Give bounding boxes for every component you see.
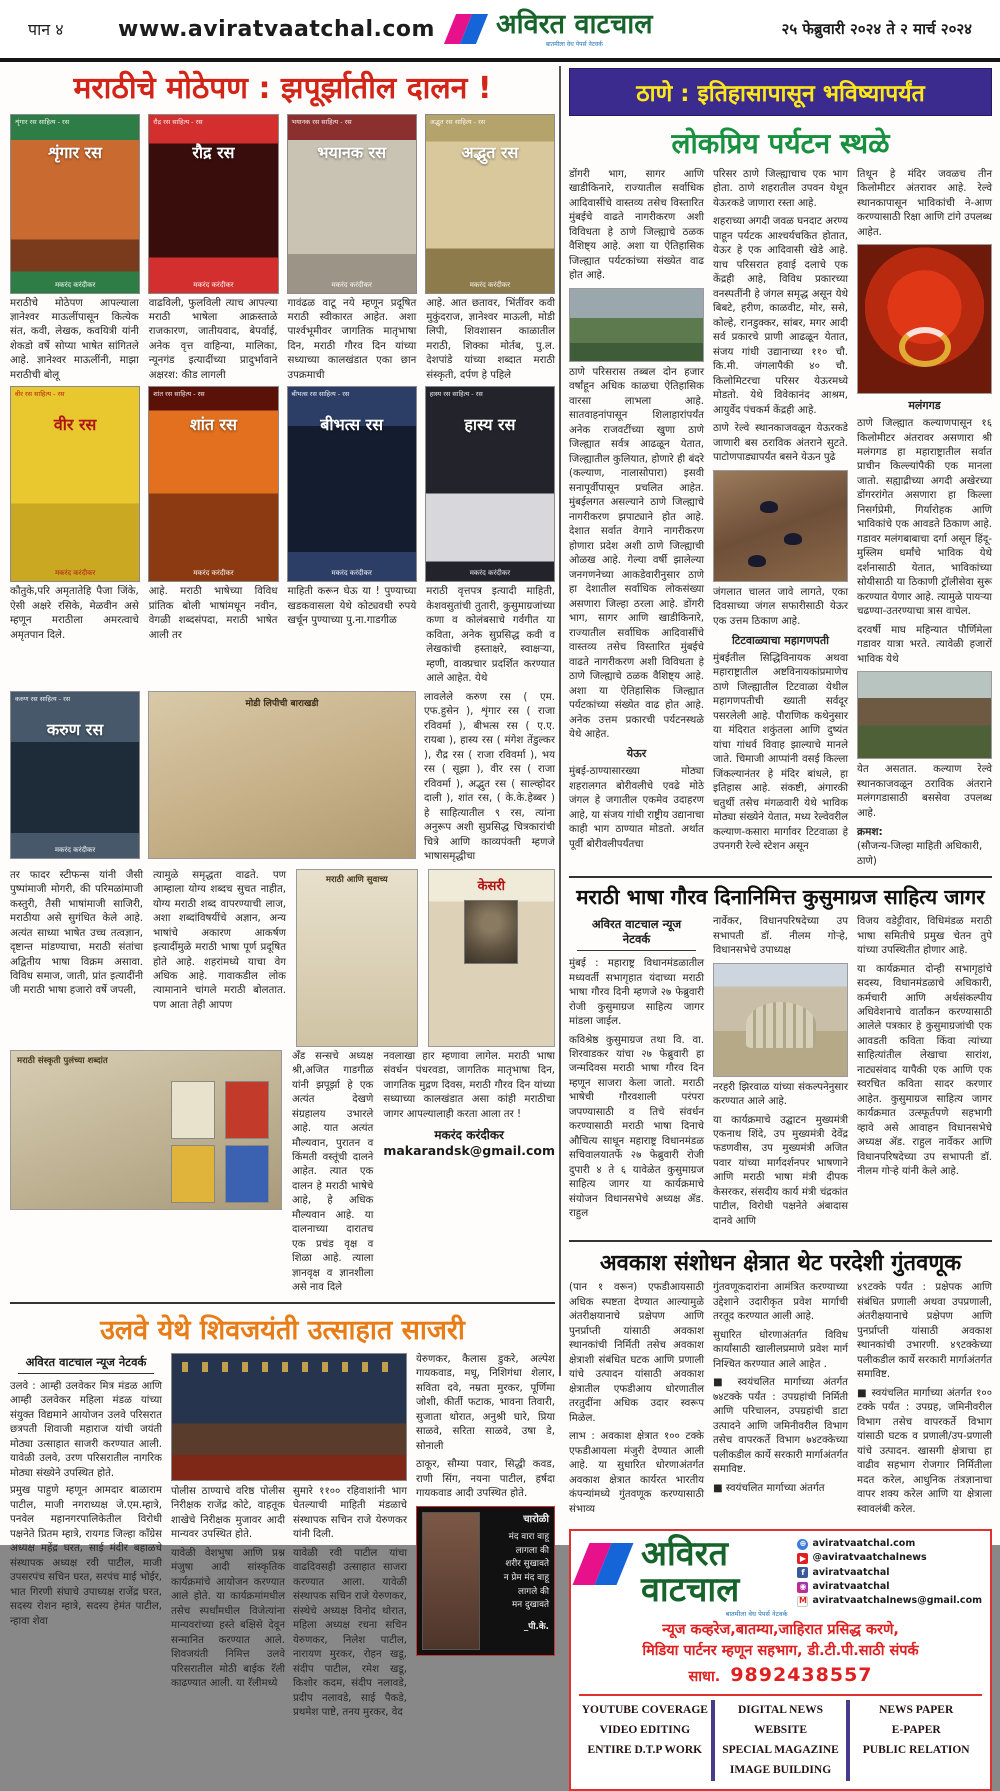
services-col1: YOUTUBE COVERAGE VIDEO EDITING ENTIRE D.T.P WORK [581, 1704, 708, 1757]
thane-headline: लोकप्रिय पर्यटन स्थळे [671, 127, 890, 160]
paragraph: गावंढळ वाटू नये म्हणून प्रदूषित मराठी स्वीकारत आहेत. अशा पार्श्वभूमीवर जागतिक मातृभाषा दिन, मराठी गौरव दिन यांच्या सध्याच्या कालखंडात एका छान उपक्रमाची [287, 297, 417, 381]
shiv-article [10, 1353, 555, 1725]
avkash-section [569, 1240, 992, 1521]
masthead [0, 0, 1000, 62]
paragraph: अँड सन्सचे अध्यक्ष श्री,अजित गाडगीळ यांनी झपूर्झा हे एक अत्यंत देखणे संग्रहालय उभारले आहे. यात अत्यंत मौल्यवान, पुरातन व किंमती वस्तूंची दालने आहेत. त्यात एक दालन हे मराठी भाषेचे आहे, हे अधिक मौल्यवान आहे. या दालनाच्या दारातच एक प्रचंड वृक्ष व शिळा आहे. त्याला ज्ञानवृक्ष व ज्ञानशीला असे नाव दिले [292, 1050, 374, 1294]
modi-script-photo [148, 691, 416, 859]
thane-col2: परिसर ठाणे जिल्ह्याचाच एक भाग होता. ठाणे शहरातील उपवन येथून येऊरकडे जाणारा रस्ता आहे. शहराच्या अगदी जवळ घनदाट अरण्य पाहून पर्यटक आश्चर्यचकित होतात, येऊर हे एक आदिवासी खेडे आहे. याच परिसरात हवाई दलाचे एक केंद्रही आहे, विविध प्रकारच्या वनस्पतींनी हे जंगल समृद्ध असून येथे बिबटे, हरीण, काळवीट, मोर, ससे, कोल्हे, रानडुक्कर, सांबर, मगर आदी सर्व प्रकारचे प्राणी आढळून येतात, संजय गांधी उद्यानाच्या ११० चौ. कि.मी. जंगलापैकी ४० चौ. किलोमिटरचा परिसर येऊरमध्ये मोडतो. येथे विवेकानंद आश्रम, आयुर्वेद पंचकर्म केंद्रही आहे. ठाणे रेल्वे स्थानकाजवळून येऊरकडे जाणारी बस ठराविक अंतराने सुटते. पाटोणपाड्यापर्यंत बसने येऊन पुढे जंगलात चालत जावे लागते, एका दिवसाच्या जंगल सफारीसाठी येऊर एक उत्तम ठिकाण आहे. टिटवाळ्याचा महागणपती मुंबईतील सिद्धिविनायक अथवा महाराष्ट्रातील अष्टविनायकांप्रमाणेच ठाणे जिल्ह्यातील टिटवाळा येथील महागणपतीची ख्याती सर्वदूर पसरलेली आहे. पौराणिक कथेनुसार या मंदिरात शकुंतला आणि दुष्यंत यांचा गांधर्व विवाह झाल्याचे मानले जाते. चिमाजी आप्पांनी वसई किल्ला जिंकल्यानंतर हे मंदिर बांधले, हा इतिहास आहे. संकष्टी, अंगारकी चतुर्थी तसेच मंगळवारी येथे भाविक मोठ्या संख्येने येतात, मध्य रेल्वेवरील कल्याण-कसारा मार्गावर टिटवाळा हे उपनगरी रेल्वे स्टेशन असून [713, 169, 848, 853]
paragraph: पोलीस ठाण्याचे वरिष्ठ पोलीस निरीक्षक राजेंद्र कोटे, वाहतूक शाखेचे निरीक्षक मुजावर आदी मान्यवर उपस्थित होते. यावेळी वेशभुषा आणि प्रश्न मंजुषा आदी सांस्कृतिक कार्यक्रमांचे आयोजन करण्यात आले होते. या कार्यक्रमांमधील तसेच स्पर्धांमधील विजेत्यांना मान्यवरांच्या हस्ते बक्षिसे देवून सन्मानित करण्यात आले. शिवजयंती निमित्त उलवे परिसरातील मोठी बाईक रॅली काढण्यात आली. या रॅलीमध्ये [171, 1485, 285, 1690]
paragraph: उलवे : आम्ही उलवेकर मित्र मंडळ आणि आम्ही उलवेकर महिला मंडळ यांच्या संयुक्त विद्यमाने आयोजन उलवे परिसरात छत्रपती शिवाजी महाराज यांची जयंती मोठ्या उत्साहात साजरी करण्यात आली. यावेळी उलवे, उरण परिसरातील नागरिक मोठ्या संख्येने उपस्थित होते. [10, 1380, 162, 1479]
thane-kicker: ठाणे : इतिहासापासून भविष्यापर्यंत [569, 68, 992, 116]
logo-mark-icon [448, 12, 488, 46]
paragraph: माहिती करून घेऊ या ! पुण्याच्या खडकवासला येथे कोट्यवधी रुपये खर्चून पुण्याच्या पु.ना.गाडगीळ [287, 586, 417, 627]
book-cover-shringar-ras: शृंगार रस साहित्य - रस शृंगार रस मकरंद करंदीकर [10, 114, 140, 294]
book-cover-shant-ras: शांत रस साहित्य - रस शांत रस मकरंद करंदीकर [148, 386, 278, 582]
left-article-text-row2 [10, 585, 555, 686]
paragraph: लावलेले करुण रस ( एम. एफ.हुसेन ), शृंगार रस ( राजा रविवर्मा ), बीभत्स रस ( ए.ए. रायबा ), हास्य रस ( मंगेश तेंडुल्कर ), रौद्र रस ( राजा रविवर्मा ), भय रस ( सूझा ), वीर रस ( राजा रविवर्मा ), अद्भुत रस ( साल्व्होदर दाली ), शांत रस, ( के.के.हेब्बर ) हे साहित्यातील ९ रस, त्यांना अनुरूप अशी सुप्रसिद्ध चित्रकारांची चित्रे आणि काव्यपंक्ती म्हणजे भाषासमृद्धीचा [424, 691, 555, 863]
news-network-byline: अविरत वाटचाल न्यूज नेटवर्क [18, 1355, 154, 1374]
services-col2: DIGITAL NEWS WEBSITE SPECIAL MAGAZINE IMAGE BUILDING [711, 1700, 847, 1781]
photo-caption: मराठी संस्कृती पुलंच्या शब्दांत [17, 1055, 108, 1066]
courtesy-note: (सौजन्य-जिल्हा माहिती अधिकारी, ठाणे) [857, 841, 983, 867]
page-number: पान ४ [28, 20, 64, 39]
newspaper-logo [448, 8, 653, 48]
news-network-byline: अविरत वाटचाल न्यूज नेटवर्क [577, 917, 696, 951]
gaurav-section [569, 876, 992, 1233]
malanggad-mountain-photo [857, 671, 992, 759]
author-email: makarandsk@gmail.com [383, 1143, 555, 1159]
book-cover-bhayanak-ras: भयानक रस साहित्य - रस भयानक रस मकरंद करंदीकर [287, 114, 417, 294]
ganesh-idol-photo [857, 244, 992, 394]
paragraph: कौतुके,परि अमृतातेहि पैजा जिंके, ऐसी अक्षरे रसिके, मेळवीन असे म्हणून मराठीला अमरत्वाचे अमृतपान दिले. [10, 586, 139, 641]
subheading: मलंगगड [908, 399, 941, 413]
social-handle: aviratvaatchal [812, 1566, 890, 1578]
services-list [579, 1700, 982, 1781]
social-handle: aviratvaatchal.com [812, 1538, 916, 1550]
avkash-col1: (पान १ वरून) एफडीआयसाठी अधिक स्पष्टता देण्यात आल्यामुळे अंतरीक्षयानाचे प्रक्षेपण आणि पुनर्प्राप्ती यांसाठी अवकाश स्थानकांची निर्मिती तसेच अवकाश क्षेत्राशी संबंधित घटक आणि प्रणाली यांचे उत्पादन यांसाठी अवकाश क्षेत्रातील एफडीआय धोरणातील तरतुदींना अधिक उदार स्वरूप मिळेल. लाभ : अवकाश क्षेत्रात १०० टक्के एफडीआयला मंजुरी देण्यात आली आहे. या सुधारित धोरणाअंतर्गत अवकाश क्षेत्रात कार्यरत भारतीय कंपन्यांमध्ये गुंतवणूक करण्यासाठी संभाव्य [569, 1282, 704, 1515]
charoli-line: शरीर सुखावते [505, 1559, 549, 1570]
left-article-text-row1 [10, 297, 555, 384]
zapurza-exhibit-photo [10, 1050, 282, 1210]
paragraph: येरुणकर, कैलास डुकरे, अल्पेश गायकवाड, मधू, निशिगंधा शेलार, सविता दवे, नम्रता मुरकर, पूर्णिमा जोशी, कीर्ती फटाक, भावना तिवारी, सुजाता थोरात, अनुश्री घारे, प्रिया साळवे, सरिता साळवे, उषा डे, सोनाली ठाकूर, सौम्या पवार, सिद्धी कवड, राणी सिंग, नयना पाटील, हर्षदा गायकवाड आदी उपस्थित होते. [416, 1353, 555, 1500]
facebook-icon: f [797, 1567, 808, 1578]
brand-name: अविरत वाटचाल [496, 8, 653, 40]
avkash-headline: अवकाश संशोधन क्षेत्रात थेट परदेशी गुंतवणूक [599, 1251, 962, 1277]
logo-mark-icon [579, 1541, 631, 1587]
portrait-photo [464, 900, 518, 964]
charoli-poem-box [416, 1506, 555, 1656]
book-cover-hasya-ras: हास्य रस साहित्य - रस हास्य रस मकरंद करंदीकर [425, 386, 555, 582]
social-handle: aviratvaatchal [812, 1580, 890, 1592]
book-cover-adbhut-ras: अद्भुत रस साहित्य - रस अद्भुत रस मकरंद करंदीकर [425, 114, 555, 294]
left-article-headline: मराठीचे मोठेपण : झपूर्झातील दालन ! [73, 71, 492, 106]
book-covers-row1 [10, 114, 555, 294]
charoli-line: न प्रेम मंद वाहू लागले की [503, 1573, 549, 1597]
photo-caption: मोडी लिपीची बाराखडी [245, 698, 319, 709]
gaurav-col3: विजय वडेट्टीवार, विधिमंडळ मराठी भाषा समितीचे प्रमुख चेतन तुपे यांच्या उपस्थितीत होणार आहे. या कार्यक्रमात दोन्ही सभागृहांचे सदस्य, विधानमंडळाचे अधिकारी, कर्मचारी आणि अर्थसंकल्पीय अधिवेशनाचे वार्तांकन करण्यासाठी आलेले पत्रकार हे कुसुमाग्रजांची एक आवडती कविता किंवा त्यांच्या साहित्यांतील लेखाचा सारांश, नाट्यसंवाद यापैकी एक आणि एक स्वरचित कविता सादर करणार आहेत. कुसुमाग्रज साहित्य जागर कार्यक्रमात उत्स्फूर्तपणे सहभागी व्हावे असे आवाहन विधानसभेचे अध्यक्ष ॲड. राहुल नार्वेकर आणि विधानपरिषदेच्या उप सभापती डॉ. नीलम गोऱ्हे यांनी केले आहे. [857, 916, 992, 1178]
left-article-bottom-row [10, 1050, 555, 1296]
poet-photo [422, 1512, 480, 1650]
shiv-article-headline: उलवे येथे शिवजयंती उत्साहात साजरी [100, 1314, 465, 1346]
thane-landscape-photo [569, 288, 704, 362]
charoli-line: मंद वारा वाहू लागला की [508, 1532, 549, 1556]
youtube-icon: ▶ [797, 1553, 808, 1564]
author-name: मकरंद करंदीकर [434, 1128, 504, 1143]
photo-caption: केसरी [477, 878, 506, 894]
paragraph: मराठीचे मोठेपण आपल्याला ज्ञानेश्वर माऊलींपासून कित्येक संत, कवी, लेखक, कवयित्री यांनी शेकडो वर्षे सोप्या भाषेत सांगितले आहे. ज्ञानेश्वर माऊलींनी, माझा मराठीची बोलू [10, 297, 139, 381]
edition-date: २५ फेब्रुवारी २०२४ ते २ मार्च २०२४ [781, 20, 972, 38]
paragraph: वाढविली, फुलविली त्याच आपल्या मराठी भाषेला आक्रस्ताळे राजकारण, जातीयवाद, बेपर्वाई, अनेक वृत्त वाहिन्या, मालिका, न्यूनगंड इत्यादींच्या प्रादुर्भावाने अक्षरश: कीड लागली [148, 297, 278, 381]
left-article-text-row3 [10, 869, 555, 1047]
brand-name: अविरत वाटचाल [641, 1534, 740, 1610]
instagram-icon: ◉ [797, 1582, 808, 1593]
avkash-col2: गुंतवणूकदारांना आमंत्रित करण्याच्या उद्देशाने उदारीकृत प्रवेश मार्गाची तरतूद करण्यात आली आहे. सुधारित धोरणाअंतर्गत विविध कार्यांसाठी खालीलप्रमाणे प्रवेश मार्ग निश्चित करण्यात आले आहेत . ■ स्वयंचलित मार्गाच्या अंतर्गत ७४टक्के पर्यंत : उपग्रहांची निर्मिती आणि परिचालन, उपग्रहांची डाटा उत्पादने आणि जमिनीवरील विभाग तसेच वापरकर्ते विभाग ७४टक्केच्या पलीकडील कार्ये सरकारी मार्गाअंतर्गत समाविष्ट. ■ स्वयंचलित मार्गाच्या अंतर्गत [713, 1282, 848, 1494]
footer-advertisement [569, 1529, 992, 1790]
left-article-media-row [10, 691, 555, 865]
book-photo [171, 1145, 215, 1203]
social-handle: @aviratvaatchalnews [812, 1552, 927, 1564]
paragraph: आहे. मराठी भाषेच्या विविध प्रांतिक बोली भाषांमधून नवीन, वेगळी शब्दसंपदा, मराठी भाषेत आली तर [148, 586, 278, 641]
paragraph: तर फादर स्टीफन्स यांनी जैसी पुष्पांमाजी मोगरी, की परिमळांमाजी कस्तुरी, तैसी भाषांमाजी साजिरी, मराठीया असे सुगंधित केले आहे. अत्यंत साध्या भाषेत उच्च तत्वज्ञान, दृष्टान्त मांडण्याचा, मराठी संतांचा अद्वितीय भाषा विक्रम असावा. विविध समाज, जाती, प्रांत इत्यादींनी जी मराठी भाषा हजारो वर्षे जपली, [10, 869, 143, 997]
phone-number: 9892438557 [730, 1663, 873, 1686]
section-divider [10, 1302, 555, 1304]
services-col3: NEWS PAPER E-PAPER PUBLIC RELATION [846, 1700, 982, 1781]
book-cover-karun-ras: करुण रस साहित्य - रस करुण रस मकरंद करंदीकर [10, 691, 140, 859]
gaurav-col2: नार्वेकर, विधानपरिषदेच्या उप सभापती डॉ. नीलम गोऱ्हे, विधानसभेचे उपाध्यक्ष नरहरी झिरवाळ यांच्या संकल्पनेनुसार करण्यात आले आहे. या कार्यक्रमाचे उद्घाटन मुख्यमंत्री एकनाथ शिंदे, उप मुख्यमंत्री देवेंद्र फडणवीस, उप मुख्यमंत्री अजित पवार यांच्या मार्गदर्शनपर भाषणाने आणि मराठी भाषा मंत्री दीपक केसरकर, संसदीय कार्य मंत्री चंद्रकांत पाटील, विरोधी पक्षनेते अंबादास दानवे आणि [713, 916, 848, 1227]
website-url: www.aviratvaatchal.com [118, 16, 435, 42]
paragraph: नवलाखा हार म्हणावा लागेल. मराठी भाषा संवर्धन पंधरवडा, जागतिक मातृभाषा दिन, जागतिक मुद्रण दिवस, मराठी गौरव दिन यांच्या सध्याच्या कालखंडात असा कांही मराठीचा जागर आपल्यालाही करता आला तर ! [383, 1050, 555, 1120]
paragraph: आहे. आत छतावर, भिंतींवर कवी मुकुंदराज, ज्ञानेश्वर माऊली, मोडी लिपी, शिवशासन काळातील मराठी, शिक्का मोर्तब, पु.ल. देशपांडे यांच्या शब्दात मराठी संस्कृती, दर्पण हे पहिले [426, 297, 555, 381]
kesari-newspaper-photo [428, 869, 555, 1047]
gaurav-headline: मराठी भाषा गौरव दिनानिमित्त कुसुमाग्रज साहित्य जागर [576, 885, 985, 910]
kramash-label: क्रमश: [857, 826, 883, 839]
ad-contact-text: न्यूज कव्हरेज,बातम्या,जाहिरात प्रसिद्ध करणे, मिडिया पार्टनर म्हणून सहभाग, डी.टी.पी.साठी संपर्क साधा. 9892438557 [642, 1621, 919, 1686]
charoli-line: मन दुखावते [512, 1600, 549, 1611]
book-photo [225, 1081, 269, 1139]
column-divider [559, 66, 561, 1376]
photo-caption: मराठी आणि सुवाच्य [325, 874, 388, 885]
website-icon: ⊕ [797, 1539, 808, 1550]
book-photo [171, 1081, 215, 1139]
charoli-title: चारोळी [523, 1513, 549, 1525]
vidhan-bhavan-photo [713, 963, 848, 1077]
thane-col3: तिथून हे मंदिर जवळच तीन किलोमीटर अंतरावर आहे. रेल्वे स्थानकापासून भाविकांची ने-आण करण्यासाठी रिक्षा आणि टांगे उपलब्ध आहेत. मलंगगड ठाणे जिल्ह्यात कल्याणपासून १६ किलोमीटर अंतरावर असणारा श्री मलंगगड हा महाराष्ट्रातील सर्वात प्राचीन किल्ल्यांपैकी एक मानला जातो. सह्याद्रीच्या अगदी अखेरच्या डोंगररांगेत असणारा हा किल्ला निसर्गप्रेमी, गिर्यारोहक आणि भाविकांचे एक आवडते ठिकाण आहे. गडावर मलंगबाबाचा दर्गा असून हिंदू-मुस्लिम धर्मांचे भाविक येथे दर्शनासाठी येतात, भाविकांच्या सोयीसाठी या ठिकाणी ट्रॉलीसेवा सुरू करण्यात येणार आहे. त्यामुळे पायऱ्या चढण्या-उतरण्याचा त्रास वाचेल. दरवर्षी माघ महिन्यात पौर्णिमेला गडावर यात्रा भरते. त्यावेळी हजारों भाविक येथे येत असतात. कल्याण रेल्वे स्थानकाजवळून ठराविक अंतराने मलंगगडासाठी बससेवा उपलब्ध आहे. क्रमश: (सौजन्य-जिल्हा माहिती अधिकारी, ठाणे) [857, 168, 992, 869]
book-covers-row2 [10, 386, 555, 582]
book-cover-raudra-ras: रौद्र रस साहित्य - रस रौद्र रस मकरंद करंदीकर [148, 114, 278, 294]
gmail-icon: M [798, 1596, 807, 1606]
avkash-col3: ४९टक्के पर्यंत : प्रक्षेपक आणि संबंधित प्रणाली अथवा उपप्रणाली, अंतरीक्षयानाचे प्रक्षेपण आणि पुनर्प्राप्ती यांसाठी अवकाश स्थानकांची उभारणी. ४९टक्केच्या पलीकडील कार्ये सरकारी मार्गाअंतर्गत समाविष्ट. ■ स्वयंचलित मार्गाच्या अंतर्गत १०० टक्के पर्यंत : उपग्रह, जमिनीवरील विभाग तसेच वापरकर्ते विभाग यांसाठी घटक व प्रणाली/उप-प्रणाली यांचे उत्पादन. खासगी क्षेत्राचा हा वाढीव सहभाग रोजगार निर्मितीला मदत करेल, आधुनिक तंत्रज्ञानाचा वापर शक्य करेल आणि या क्षेत्राला स्वावलंबी करेल. [857, 1282, 992, 1515]
marathi-document-photo [296, 869, 418, 1047]
thane-col1: डोंगरी भाग, सागर आणि खाडीकिनारे, राज्यातील सर्वाधिक आदिवासींचे वास्तव्य तसेच विस्तारित मुंबईचे वाढते नागरीकरण अशी विविधता हे ठाणे जिल्ह्याचे ठळक वैशिष्ट्य आहे. अशा या ऐतिहासिक जिल्ह्यात पर्यटकांच्या संख्येत वाढ होत आहे. ठाणे परिसरास तब्बल दोन हजार वर्षांहून अधिक काळचा ऐतिहासिक वारसा लाभला आहे. सातवाहनांपासून शिलाहारांपर्यंत अनेक राजवटींच्या खुणा ठाणे जिल्ह्यात सर्वत्र आढळून येतात, जिल्ह्यातील कुलियात, होणारे ही बंदरे (कल्याण, नालासोपारा) इसवी सनापूर्वीपासून प्रचलित आहेत. मुंबईलगत असल्याने ठाणे जिल्ह्याचे नागरीकरण झपाट्याने होत आहे. देशात सर्वात वेगाने नागरीकरण होणारा प्रदेश अशी ठाणे जिल्ह्याची ओळख आहे. गेल्या वर्षी झालेल्या जनगणनेच्या आकडेवारीनुसार ठाणे हा देशातील सर्वाधिक लोकसंख्या असणारा जिल्हा ठरला आहे. डोंगरी भाग, सागर आणि खाडीकिनारे, राज्यातील सर्वाधिक आदिवासींचे वास्तव्य तसेच विस्तारित मुंबईचे वाढते नागरीकरण अशी विविधता हे ठाणे जिल्ह्याचे ठळक वैशिष्ट्य आहे. अशा या ऐतिहासिक जिल्ह्यात पर्यटकांच्या संख्येत वाढ होत आहे. अनेक उत्तम प्रकारची पर्यटनस्थळे येथे आहेत. येऊर मुंबई-ठाण्यासारख्या मोठ्या शहरालगत बोरीवलीचे एवढे मोठे जंगल हे जगातील एकमेव उदाहरण आहे, या संजय गांधी राष्ट्रीय उद्यानाचा काही भाग ठाण्यात मोडतो. अर्थात पूर्वी बोरीवलीपर्यंतचा [569, 169, 704, 850]
social-links [797, 1537, 982, 1608]
subheading: येऊर [626, 747, 647, 761]
paragraph: सुमारे ११०० रहिवाशांनी भाग घेतल्याची माहिती मंडळाचे संस्थापक सचिन राजे येरुणकर यांनी दिली. यावेळी रवी पाटील यांचा वाढदिवसही उत्साहात साजरा करण्यात आला. यावेळी संस्थापक सचिन राजे येरुणकर, संस्थेचे अध्यक्ष विनोद थोरात, महिला अध्यक्ष रचना सचिन येरुणकर, निलेश पाटील, नारायण मुरकर, रोहन खडू, संदीप पाटील, रमेश खडू, किशोर कदम, संदीप नलावडे, प्रदीप नलावडे, साई पैकडे, प्रथमेश पाष्टे, तनय मुरकर, वेद [293, 1485, 407, 1719]
paragraph: प्रमुख पाहुणे म्हणून आमदार बाळाराम पाटील, माजी नगराध्यक्ष जे.एम.म्हात्रे, पनवेल महानगरपालिकेतील विरोधी पक्षनेते प्रितम म्हात्रे, रायगड जिल्हा काँग्रेस अध्यक्ष महेंद्र घरत, साई मंदीर बहाळचे संस्थापक अध्यक्ष रवी पाटील, माजी उपसरपंच सचिन घरत, सरपंच माई भोईर, भात गिरणी संघाचे उपाध्यक्ष राजेंद्र घरत, सदस्य रोशन म्हात्रे, सदस्य हेमंत पाटील, न्हावा शेवा [10, 1485, 162, 1627]
book-cover-veer-ras: वीर रस साहित्य - रस वीर रस मकरंद करंदीकर [10, 386, 140, 582]
book-photo [225, 1145, 269, 1203]
book-cover-bibhatsa-ras: बीभत्स रस साहित्य - रस बीभत्स रस मकरंद करंदीकर [287, 386, 417, 582]
gaurav-col1: अविरत वाटचाल न्यूज नेटवर्क मुंबई : महाराष्ट्र विधानमंडळातील मध्यवर्ती सभागृहात यंदाच्या मराठी भाषा गौरव दिनी म्हणजे २७ फेब्रुवारी रोजी कुसुमाग्रज साहित्य जागर मांडला जाईल. कविश्रेष्ठ कुसुमाग्रज तथा वि. वा. शिरवाडकर यांचा २७ फेब्रुवारी हा जन्मदिवस मराठी भाषा गौरव दिन म्हणून साजरा केला जातो. मराठी भाषेची गौरवशाली परंपरा जपण्यासाठी व तिचे संवर्धन करण्यासाठी मराठी भाषा दिनाचे औचित्य साधून महाराष्ट्र विधानमंडळ सचिवालयातर्फे २७ फेब्रुवारी रोजी दुपारी ४ ते ६ यावेळेत कुसुमाग्रज साहित्य जागर या कार्यक्रमाचे संयोजन विधानसभेचे अध्यक्ष ॲड. राहुल [569, 917, 704, 1220]
brand-tagline: बातमीला वेध पेपर्स नेटवर्क [545, 40, 603, 48]
brand-tagline: बातमीला वेध पेपर्स नेटवर्क [725, 1609, 788, 1618]
butterflies-photo [713, 470, 848, 582]
shivjayanti-procession-photo [171, 1353, 407, 1481]
subheading: टिटवाळ्याचा महागणपती [731, 634, 830, 648]
thane-article-columns [569, 168, 992, 869]
ad-divider [579, 1694, 982, 1696]
paragraph: मराठी वृत्तपत्र इत्यादी माहिती, केशवसुतांची तुतारी, कुसुमाग्रजांच्या कणा व कोलंबसाचे गर्वगीत या कविता, अनेक सुप्रसिद्ध कवी व लेखकांची हस्ताक्षरे, स्वाक्षऱ्या, म्हणी, वाक्प्रचार प्रदर्शित करण्यात आले आहेत. येथे [426, 586, 555, 685]
social-handle: aviratvaatchalnews@gmail.com [812, 1595, 982, 1607]
charoli-signature: _पी.के. [523, 1621, 549, 1632]
paragraph: त्यामुळे समृद्धता वाढते. पण आम्हाला योग्य शब्दच सुचत नाहीत, योग्य मराठी शब्द वापरण्याची लाज, अशा शब्दांविषयींचे अज्ञान, अन्य भाषांचे अकारण आकर्षण इत्यादींमुळे मराठी भाषा पूर्ण प्रदूषित होते आहे. शहरांमध्ये याचा वेग अधिक आहे. गावाकडील लोक त्यामानाने चांगले मराठी बोलतात. पण आता तेही आपण [153, 869, 286, 1011]
